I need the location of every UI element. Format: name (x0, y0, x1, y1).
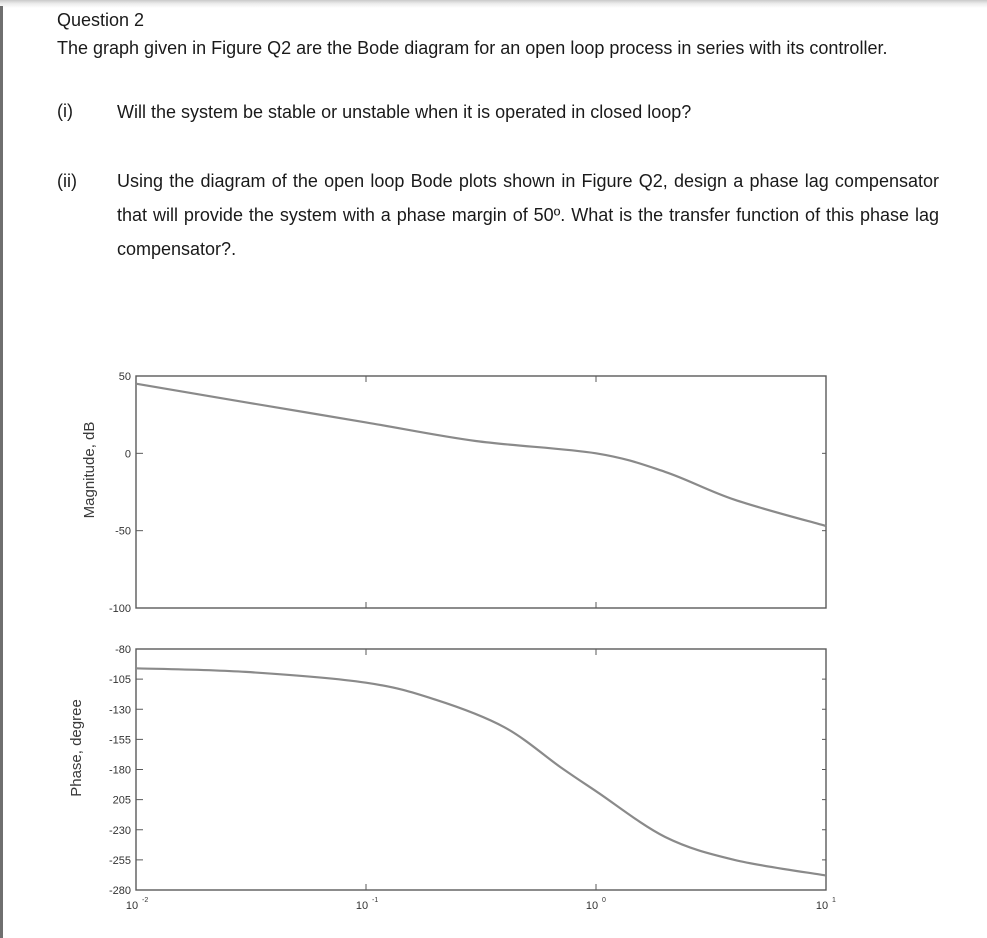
part-ii-number: (ii) (57, 171, 77, 191)
xtick-base: 10 (815, 900, 829, 912)
magnitude-plot (81, 371, 826, 615)
part-i-number: (i) (57, 101, 73, 121)
part-i-text: Will the system be stable or unstable when it is operated in closed loop? (117, 102, 692, 122)
question-title: Question 2 (57, 10, 145, 30)
magnitude-ytick-label: 0 (124, 448, 131, 461)
magnitude-plot-frame (136, 376, 826, 608)
xtick-exponent: 0 (602, 897, 606, 904)
phase-xtick-label (816, 897, 836, 912)
phase-xtick-label (586, 897, 606, 912)
phase-ytick-label: -230 (108, 824, 131, 837)
magnitude-curve (136, 384, 826, 526)
xtick-exponent: 1 (832, 897, 836, 904)
question-intro: The graph given in Figure Q2 are the Bode diagram for an open loop process in series with its controller. (57, 38, 888, 58)
xtick-base: 10 (125, 900, 139, 912)
phase-ytick-label: -280 (108, 885, 131, 897)
phase-xtick-label (356, 897, 378, 912)
phase-xtick-label (126, 897, 148, 912)
magnitude-ytick-label: -50 (115, 525, 131, 538)
phase-axis-label: Phase, degree (68, 699, 85, 797)
part-ii-text: Using the diagram of the open loop Bode plots shown in Figure Q2, design a phase lag compensator that will provide the system with a phase margin of 50º. What is the transfer function of this phase lag compensator?. (117, 171, 939, 259)
phase-plot-frame (136, 649, 826, 890)
xtick-base: 10 (585, 900, 599, 912)
phase-plot (68, 376, 836, 912)
magnitude-ytick-label: 50 (118, 371, 131, 383)
phase-ytick-label: -130 (108, 704, 131, 717)
xtick-exponent: -2 (142, 897, 149, 904)
phase-ytick-label: -180 (108, 764, 131, 777)
xtick-exponent: -1 (372, 897, 379, 904)
phase-ytick-label: -105 (108, 674, 131, 687)
phase-ytick-label: -80 (115, 644, 131, 656)
phase-ytick-label: -255 (108, 854, 131, 867)
phase-ytick-label: -155 (108, 734, 131, 747)
magnitude-ytick-label: -100 (108, 603, 131, 615)
phase-curve (136, 668, 826, 875)
magnitude-axis-label: Magnitude, dB (81, 421, 98, 519)
xtick-base: 10 (355, 900, 369, 912)
phase-ytick-label: 205 (112, 794, 131, 807)
